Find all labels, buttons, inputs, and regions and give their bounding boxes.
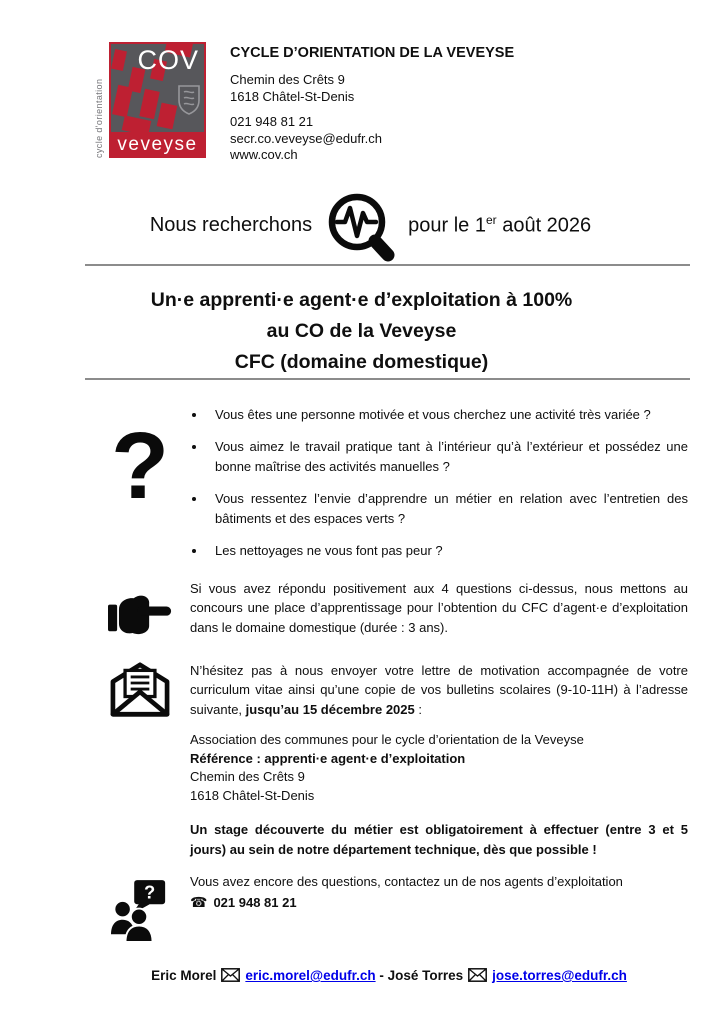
list-item: • Vous ressentez l’envie d’apprendre un métier en relation avec l’entretien des bâtiments et des espaces verts ? [207,489,688,528]
intro-date: pour le 1er août 2026 [408,213,592,237]
list-item: • Vous êtes une personne motivée et vous cherchez une activité très variée ? [207,405,688,425]
logo-acronym: COV [137,45,199,75]
offer-section [0,579,723,639]
intro-prefix: Nous recherchons [149,214,313,236]
intro-line [0,188,723,264]
list-item: • Les nettoyages ne vous font pas peur ? [207,541,688,561]
logo-region-label: veveyse [117,133,198,155]
job-title-line2: au CO de la Veveyse [266,319,457,342]
contact-name-2: José Torres [387,968,464,983]
address-street: Chemin des Crêts 9 [190,769,305,784]
contact-section [0,872,723,942]
school-city: 1618 Châtel-St-Denis [230,88,355,104]
footer-contacts [0,968,723,983]
intro-date-ordinal: er [485,213,497,228]
school-street: Chemin des Crêts 9 [230,72,345,87]
address-city: 1618 Châtel-St-Denis [190,787,315,803]
logo-region-band [111,132,204,156]
school-email: secr.co.veveyse@edufr.ch [230,130,382,146]
questions-list [190,405,688,561]
logo-box [109,42,206,158]
offer-paragraph: Si vous avez répondu positivement aux 4 questions ci-dessus, nous mettons au concours une place d’apprentissage pour l’obtention du CFC d’agent·e d’exploitation dans le domaine domestique (durée : 3 ans). [190,580,688,635]
application-paragraph: N’hésitez pas à nous envoyer votre lettre de motivation accompagnée de votre curriculum vitae ainsi qu’une copie de vos bulletins scolaires (9-10-11H) à l’adresse suivante, jusqu’au 15 décembre 2025 : [190,662,688,717]
email-link-1[interactable]: eric.morel@edufr.ch [245,968,376,983]
application-address [190,731,688,805]
mail-icon [221,968,240,982]
school-info [230,42,514,164]
school-website: www.cov.ch [230,147,298,162]
school-name: CYCLE D’ORIENTATION DE LA VEVEYSE [230,45,515,61]
application-section [0,661,723,860]
job-title-line1: Un·e apprenti·e agent·e d’exploitation à 100% [150,288,573,311]
job-title [0,285,723,378]
logo-side-label: cycle d'orientation [94,78,104,158]
email-link-2[interactable]: jose.torres@edufr.ch [492,968,627,983]
open-envelope-icon [110,662,170,718]
school-phone: 021 948 81 21 [230,114,314,129]
address-reference: Référence : apprenti·e agent·e d’exploitation [190,750,466,766]
pointing-hand-icon [108,585,172,639]
contact-name-1: Eric Morel [151,968,217,983]
application-deadline: jusqu’au 15 décembre 2025 [245,701,415,717]
school-logo [93,42,217,160]
logo-tile [111,49,127,71]
people-question-icon [111,880,169,942]
contact-phone-line [190,893,688,914]
contact-phone-number: 021 948 81 21 [213,894,297,910]
magnifier-pulse-icon [324,191,398,267]
svg-text:?: ? [144,881,156,903]
list-item: • Vous aimez le travail pratique tant à l’intérieur qu’à l’extérieur et possédez une bonne maîtrise des activités manuelles ? [207,437,688,476]
internship-paragraph: Un stage découverte du métier est obligatoirement à effectuer (entre 3 et 5 jours) au sein de notre département technique, dès que possible ! [190,822,688,857]
shield-icon [177,84,201,121]
letterhead [0,0,723,164]
address-recipient: Association des communes pour le cycle d’orientation de la Veveyse [190,732,584,747]
questions-section [0,405,723,561]
question-mark-icon: ? [110,412,170,519]
contact-paragraph: Vous avez encore des questions, contactez un de nos agents d’exploitation [190,874,623,889]
divider-bottom [85,378,690,380]
job-title-line3: CFC (domaine domestique) [234,350,489,373]
logo-tile [139,89,159,120]
logo-tile [157,103,178,130]
mail-icon [468,968,487,982]
footer-separator: - [379,968,384,983]
phone-icon: ☎ [190,894,208,911]
